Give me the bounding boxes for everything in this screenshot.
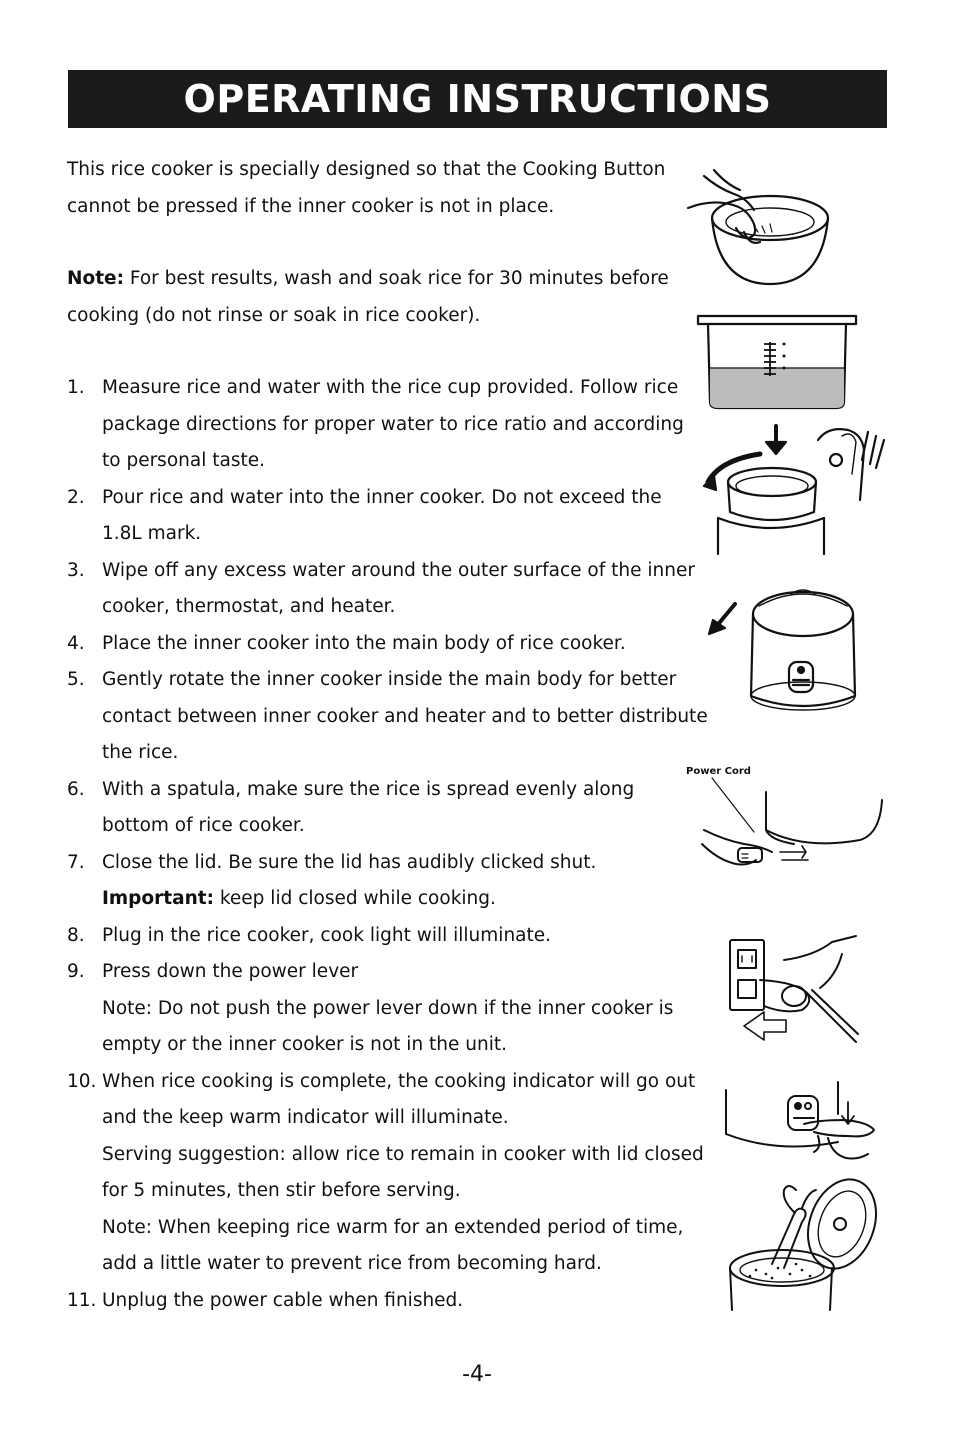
step-line: Gently rotate the inner cooker inside the main body for better (102, 669, 677, 690)
step-line: to personal taste. (102, 450, 265, 471)
step-line: Plug in the rice cooker, cook light will illuminate. (102, 924, 552, 946)
step-number: 6. (67, 778, 85, 800)
step-line: for 5 minutes, then stir before serving. (102, 1180, 461, 1201)
step-item (67, 845, 708, 918)
step-number: 3. (67, 559, 85, 581)
step-number: 8. (67, 924, 85, 946)
step-line: add a little water to prevent rice from becoming hard. (102, 1253, 602, 1274)
step-line: Serving suggestion: allow rice to remain in cooker with lid closed (102, 1143, 704, 1165)
note-text: For best results, wash and soak rice for 30 minutes before (123, 268, 669, 289)
step-line: Wipe off any excess water around the outer surface of the inner (102, 559, 695, 581)
step-line: package directions for proper water to rice ratio and according (102, 413, 684, 435)
step-line: Unplug the power cable when finished. (102, 1289, 464, 1311)
step-number: 2. (67, 486, 85, 508)
step-item (67, 772, 708, 845)
step-number: 11. (67, 1289, 97, 1311)
step-line (102, 881, 708, 918)
page-title: OPERATING INSTRUCTIONS (183, 77, 772, 121)
intro-paragraph (67, 152, 665, 225)
step-item (67, 626, 708, 663)
step-item (67, 370, 708, 480)
insert-inner-pot-icon (700, 420, 890, 560)
step-line: the rice. (102, 742, 179, 763)
washing-rice-bowl-icon (684, 166, 834, 288)
inner-pot-measure-icon (694, 314, 859, 412)
step-item (67, 954, 708, 1064)
important-text: keep lid closed while cooking. (213, 888, 496, 909)
step-line: 1.8L mark. (102, 523, 202, 544)
power-cord-label: Power Cord (686, 766, 751, 777)
step-line: bottom of rice cooker. (102, 815, 305, 836)
step-line: Close the lid. Be sure the lid has audibly clicked shut. (102, 851, 597, 873)
step-number: 7. (67, 851, 85, 873)
step-item (67, 662, 708, 772)
step-item (67, 553, 708, 626)
step-line: and the keep warm indicator will illuminate. (102, 1107, 509, 1128)
step-line: cooker, thermostat, and heater. (102, 596, 396, 617)
intro-line: This rice cooker is specially designed so that the Cooking Button (67, 159, 666, 180)
rice-cooker-closed-icon (705, 584, 860, 719)
important-label: Important: (102, 888, 214, 909)
step-item (67, 480, 708, 553)
note-label: Note: (67, 268, 124, 289)
step-line: empty or the inner cooker is not in the unit. (102, 1034, 508, 1055)
step-line: When rice cooking is complete, the cooking indicator will go out (102, 1070, 696, 1092)
intro-line: cannot be pressed if the inner cooker is not in place. (67, 195, 555, 217)
step-line: Place the inner cooker into the main body of rice cooker. (102, 632, 626, 654)
step-number: 5. (67, 669, 85, 690)
step-line: Pour rice and water into the inner cooker. Do not exceed the (102, 486, 662, 508)
page-number: -4- (462, 1362, 492, 1387)
step-line: Note: Do not push the power lever down if the inner cooker is (102, 997, 674, 1019)
step-line: Measure rice and water with the rice cup provided. Follow rice (102, 377, 679, 398)
step-item (67, 1064, 708, 1283)
step-number: 1. (67, 377, 85, 398)
step-number: 9. (67, 961, 85, 982)
wall-outlet-plug-icon (724, 930, 864, 1050)
power-lever-press-icon (718, 1078, 878, 1170)
step-line: With a spatula, make sure the rice is spread evenly along (102, 778, 635, 800)
step-line: Press down the power lever (102, 961, 359, 982)
page-title-banner (68, 70, 887, 128)
note-paragraph (67, 261, 669, 334)
steps-list (67, 370, 708, 1319)
step-line: Note: When keeping rice warm for an extended period of time, (102, 1216, 684, 1238)
step-number: 4. (67, 632, 85, 654)
step-line: contact between inner cooker and heater and to better distribute (102, 705, 708, 727)
step-number: 10. (67, 1070, 97, 1092)
note-line: cooking (do not rinse or soak in rice cooker). (67, 304, 481, 326)
power-cord-connect-icon (684, 760, 884, 880)
note-line (67, 261, 669, 298)
open-lid-serving-icon (722, 1172, 892, 1314)
step-item (67, 918, 708, 955)
step-item (67, 1283, 708, 1320)
